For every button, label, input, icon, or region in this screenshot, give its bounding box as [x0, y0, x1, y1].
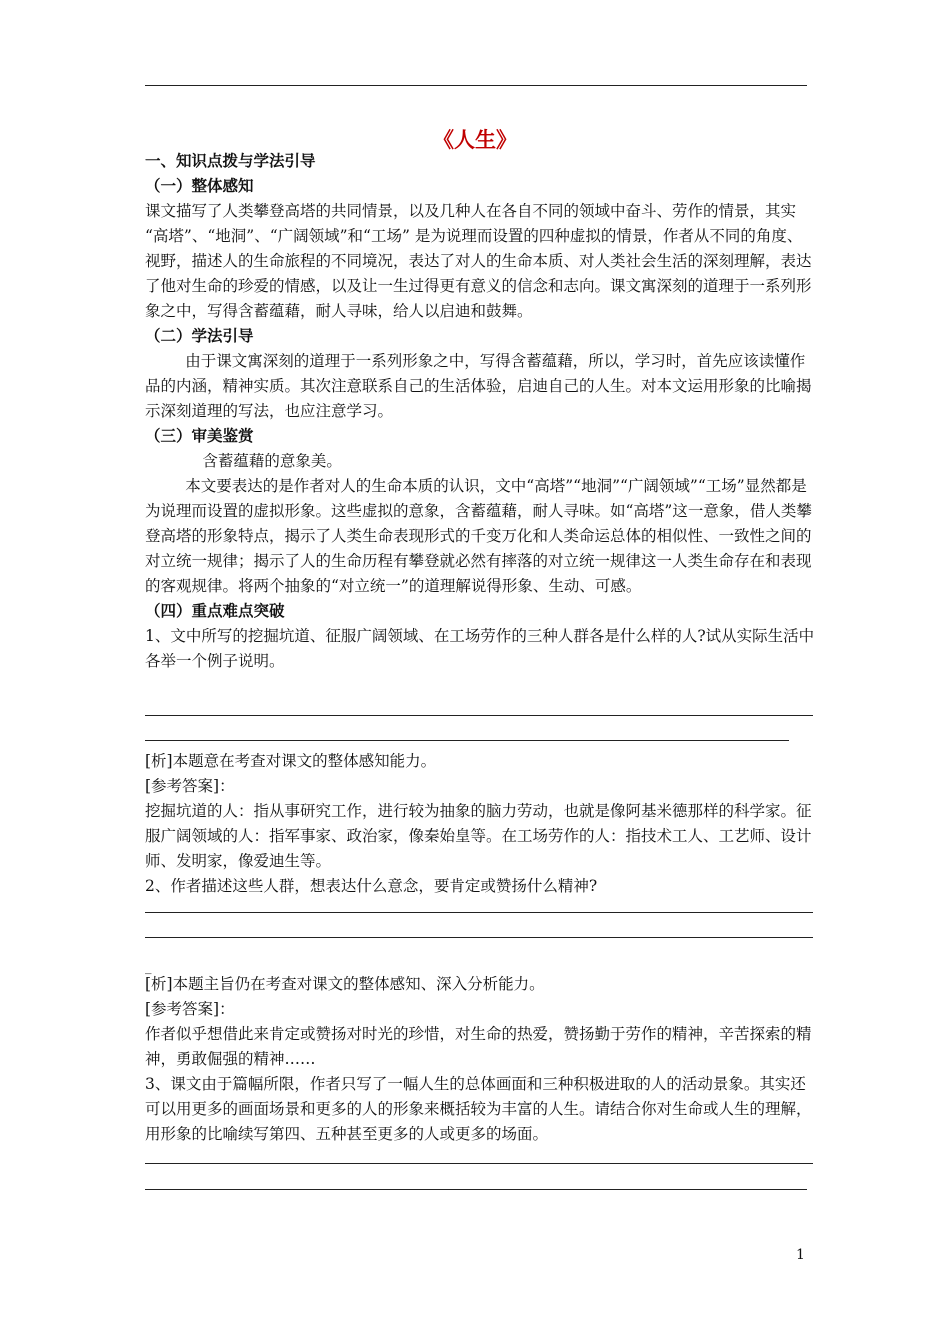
- document-title: 《人生》: [433, 128, 517, 152]
- question-2: 2、作者描述这些人群，想表达什么意念，要肯定或赞扬什么精神?: [145, 877, 598, 895]
- analysis-note-1: [析]本题意在考查对课文的整体感知能力。: [145, 752, 437, 770]
- reference-answer-2: 作者似乎想借此来肯定或赞扬对时光的珍惜，对生命的热爱，赞扬勤于劳作的精神，辛苦探索的精神，勇敢倔强的精神……: [145, 1025, 812, 1068]
- subheading-aesthetic: （三）审美鉴赏: [145, 427, 254, 445]
- paragraph-method: 由于课文寓深刻的道理于一系列形象之中，写得含蓄蕴藉，所以，学习时，首先应该读懂作品的内涵，精神实质。其次注意联系自己的生活体验，启迪自己的人生。对本文运用形象的比喻揭示深刻道理的写法，也应注意学习。: [145, 352, 812, 420]
- paragraph-overall: 课文描写了人类攀登高塔的共同情景，以及几种人在各自不同的领域中奋斗、劳作的情景，其实 “高塔”、“地洞”、“广阔领域”和“工场” 是为说理而设置的四种虚拟的情景，作者从不同的角度、视野，描述人的生命旅程的不同境况，表达了对人的生命本质、对人类社会生活的深刻理解，表达了他对生命的珍爱的情感，以及让一生过得更有意义的信念和志向。课文寓深刻的道理于一系列形象之中，写得含蓄蕴藉，耐人寻味，给人以启迪和鼓舞。: [145, 202, 812, 320]
- answer-line: [145, 715, 813, 716]
- answer-line: [145, 1163, 813, 1164]
- subheading-method: （二）学法引导: [145, 327, 254, 345]
- reference-answer-label-2: [参考答案]：: [145, 1000, 235, 1018]
- paragraph-aesthetic-lead: 含蓄蕴藉的意象美。: [202, 452, 342, 470]
- section-block-1: [145, 149, 817, 674]
- question-1: 1、文中所写的挖掘坑道、征服广阔领域、在工场劳作的三种人群各是什么样的人?试从实际生活中各举一个例子说明。: [145, 627, 815, 670]
- answer-line: [145, 912, 813, 913]
- question-3: 3、课文由于篇幅所限，作者只写了一幅人生的总体画面和三种积极进取的人的活动景象。其实还可以用更多的画面场景和更多的人的形象来概括较为丰富的人生。请结合你对生命或人生的理解，用形象的比喻续写第四、五种甚至更多的人或更多的场面。: [145, 1075, 812, 1143]
- answer-dash: _: [145, 960, 152, 975]
- answer-block-2: [145, 972, 817, 1147]
- answer-line: [145, 740, 789, 741]
- subheading-key-points: （四）重点难点突破: [145, 602, 285, 620]
- subheading-overall: （一）整体感知: [145, 177, 254, 195]
- answer-block-1: [145, 749, 817, 899]
- answer-line: [145, 937, 813, 938]
- analysis-note-2: [析]本题主旨仍在考查对课文的整体感知、深入分析能力。: [145, 975, 545, 993]
- reference-answer-1: 挖掘坑道的人：指从事研究工作，进行较为抽象的脑力劳动，也就是像阿基米德那样的科学家。征服广阔领域的人：指军事家、政治家，像秦始皇等。在工场劳作的人：指技术工人、工艺师、设计师、发明家，像爱迪生等。: [145, 802, 812, 870]
- header-rule: [145, 85, 807, 86]
- answer-line: [145, 1189, 807, 1190]
- section-heading: 一、知识点拨与学法引导: [145, 152, 316, 170]
- reference-answer-label-1: [参考答案]：: [145, 777, 235, 795]
- page-number: 1: [796, 1247, 805, 1263]
- paragraph-aesthetic: 本文要表达的是作者对人的生命本质的认识，文中“高塔”“地洞”“广阔领域”“工场”显然都是为说理而设置的虚拟形象。这些虚拟的意象，含蓄蕴藉，耐人寻味。如“高塔”这一意象，借人类攀登高塔的形象特点，揭示了人类生命表现形式的千变万化和人类命运总体的相似性、一致性之间的对立统一规律；揭示了人的生命历程有攀登就必然有摔落的对立统一规律这一人类生命存在和表现的客观规律。将两个抽象的“对立统一”的道理解说得形象、生动、可感。: [145, 477, 812, 595]
